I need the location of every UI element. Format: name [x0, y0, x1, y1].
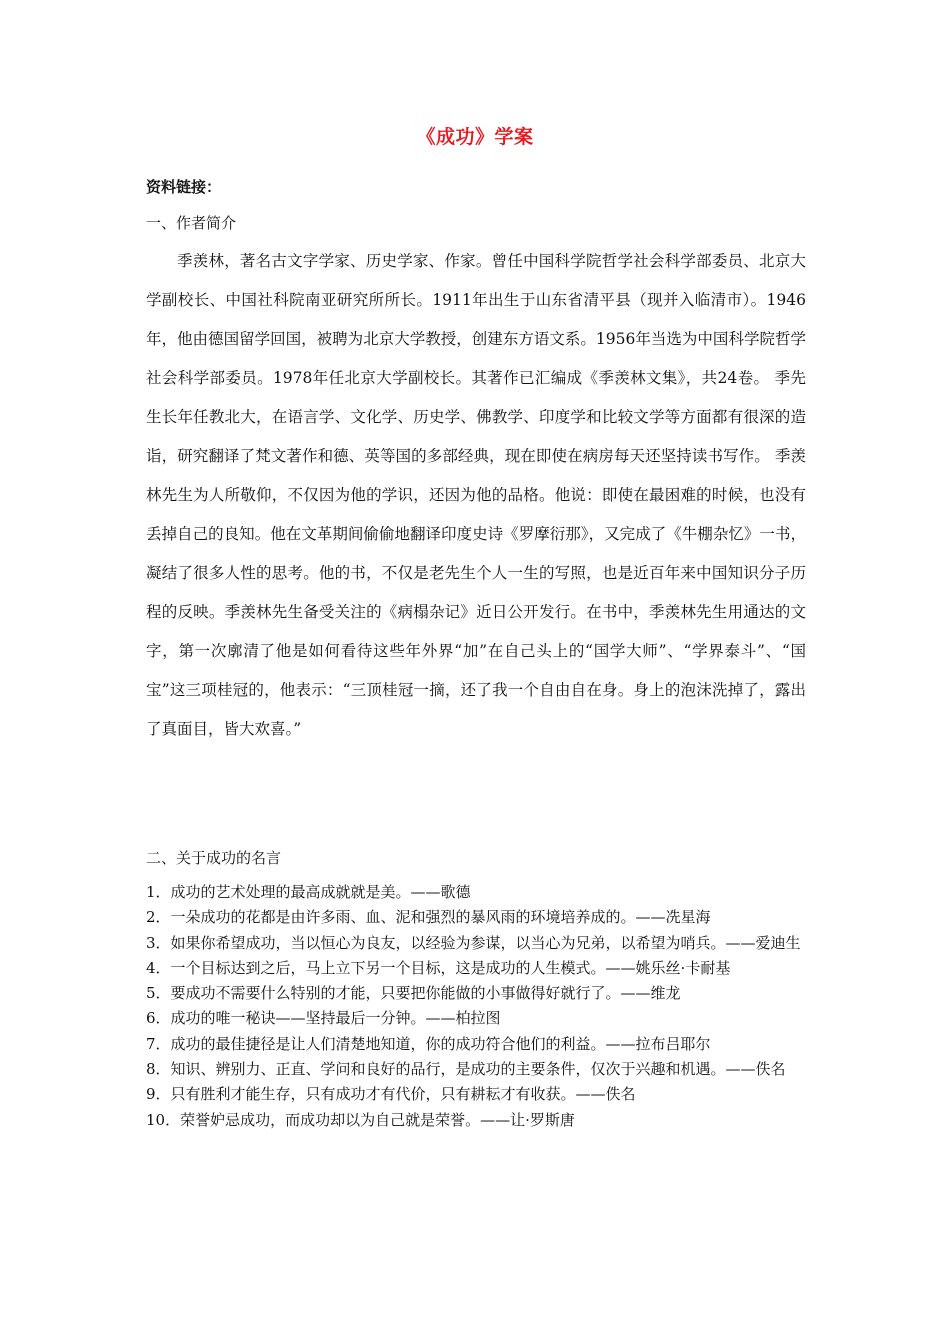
quotes-heading: 二、关于成功的名言 [146, 849, 282, 867]
quote-item: 8．知识、辨别力、正直、学问和良好的品行，是成功的主要条件，仅次于兴趣和机遇。——佚名 [146, 1060, 786, 1079]
section-label: 资料链接： [146, 178, 222, 196]
quote-item: 5．要成功不需要什么特别的才能，只要把你能做的小事做得好就行了。——维龙 [146, 984, 681, 1003]
quote-item: 10．荣誉妒忌成功，而成功却以为自己就是荣誉。——让·罗斯唐 [146, 1110, 575, 1129]
quote-item: 3．如果你希望成功，当以恒心为良友，以经验为参谋，以当心为兄弟，以希望为哨兵。——爱迪生 [146, 933, 801, 952]
quote-item: 2．一朵成功的花都是由许多雨、血、泥和强烈的暴风雨的环境培养成的。——冼星海 [146, 908, 711, 927]
author-heading: 一、作者简介 [146, 214, 237, 232]
quote-item: 7．成功的最佳捷径是让人们清楚地知道，你的成功符合他们的利益。——拉布吕耶尔 [146, 1034, 711, 1053]
quote-item: 9．只有胜利才能生存，只有成功才有代价，只有耕耘才有收获。——佚名 [146, 1085, 636, 1104]
quotes-list [146, 880, 808, 1133]
author-bio-paragraph: 季羡林，著名古文字学家、历史学家、作家。曾任中国科学院哲学社会科学部委员、北京大学副校长、中国社科院南亚研究所所长。1911年出生于山东省清平县（现并入临清市）。1946年，他由德国留学回国，被聘为北京大学教授，创建东方语文系。1956年当选为中国科学院哲学社会科学部委员。1978年任北京大学副校长。其著作已汇编成《季羡林文集》，共24卷。 季先生长年任教北大，在语言学、文化学、历史学、佛教学、印度学和比较文学等方面都有很深的造诣，研究翻译了梵文著作和德、英等国的多部经典，现在即使在病房每天还坚持读书写作。 季羡林先生为人所敬仰，不仅因为他的学识，还因为他的品格。他说：即使在最困难的时候，也没有丢掉自己的良知。他在文革期间偷偷地翻译印度史诗《罗摩衍那》，又完成了《牛棚杂忆》一书，凝结了很多人性的思考。他的书，不仅是老先生个人一生的写照，也是近百年来中国知识分子历程的反映。季羡林先生备受关注的《病榻杂记》近日公开发行。在书中，季羡林先生用通达的文字，第一次廓清了他是如何看待这些年外界“加”在自己头上的“国学大师”、“学界泰斗”、“国宝”这三项桂冠的，他表示：“三顶桂冠一摘，还了我一个自由自在身。身上的泡沫洗掉了，露出了真面目，皆大欢喜。” [146, 252, 806, 738]
quote-item: 4．一个目标达到之后，马上立下另一个目标，这是成功的人生模式。——姚乐丝·卡耐基 [146, 958, 731, 977]
quote-item: 1．成功的艺术处理的最高成就就是美。——歌德 [146, 883, 471, 901]
quote-item: 6．成功的唯一秘诀——坚持最后一分钟。——柏拉图 [146, 1009, 501, 1028]
document-title: 《成功》学案 [416, 126, 534, 148]
